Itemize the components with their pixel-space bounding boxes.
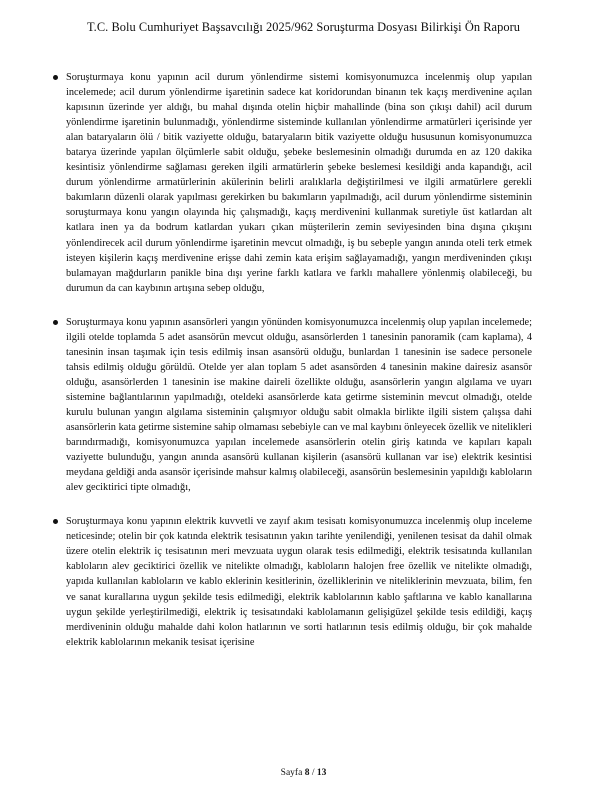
bullet-item bbox=[52, 70, 532, 296]
page-header-title: T.C. Bolu Cumhuriyet Başsavcılığı 2025/962 Soruşturma Dosyası Bilirkişi Ön Raporu bbox=[86, 20, 520, 34]
bullet-icon bbox=[53, 75, 58, 80]
page-number-separator: / bbox=[311, 768, 317, 778]
page-number-label: Sayfa bbox=[280, 768, 305, 778]
page-number-current: 8 bbox=[304, 768, 310, 778]
bullet-paragraph: Soruşturmaya konu yapının asansörleri yangın yönünden komisyonumuzca incelenmiş olup yapılan incelemede; ilgili otelde toplamda 5 adet asansörün mevcut olduğu, asansörlerden 1 tanesinin panoramik (cam kaplama), 4 tanesinin insan taşımak için tesis edilmiş insan asansörü olduğu, bunlardan 1 tanesinin ise sadece personele tahsis edilmiş olduğu görüldü. Otelde yer alan toplam 5 adet asansörden 4 tanesinin makine dairesiz asansör olduğu, asansörlerden 1 tanesinin ise makine daireli özellikte olduğu, asansörlerin yangın algılama ve uyarı sistemine bağlantılarının yapılmadığı, oteldeki asansörlerde kata getirme sisteminin mevcut olmadığı, otelde kurulu bulunan yangın algılama sisteminin çalışmıyor olduğu sabit olmakla birlikte ilgili sistem çalışsa dahi asansörlerin kata getirme sistemine sahip olmaması sebebiyle can ve mal kaybını önleyecek özellik ve nitelikleri barındırmadığı, komisyonumuzca yapılan incelemede asansörlerin otelin giriş katında ve kapıları kapalı vaziyette bulunduğu, yangın anında asansörü kullanan kişilerin (asansörü kullanan var ise) elektrik kesintisi meydana geldiği anda asansör içerisinde mahsur kalmış olabileceği, asansörün beslemesinin yapıldığı kabloların alev geciktirici tipte olmadığı, bbox=[66, 316, 532, 494]
bullet-paragraph: Soruşturmaya konu yapının elektrik kuvvetli ve zayıf akım tesisatı komisyonumuzca incelenmiş olup inceleme neticesinde; otelin bir çok katında elektrik tesisatının yakın tarihte yenilendiği, yenilenen tesisat da dahil olmak üzere otelin elektrik iç tesisatının meri mevzuata uygun olarak tesis edilmediği, elektrik tesisatında kullanılan kabloların alev geciktirici özellik ve nitelikte olmadığı, kabloların halojen free özellik ve nitelikte olmadığı, yapıda kullanılan kabloların ve kablo eklerinin kesitlerinin, özelliklerinin ve niteliklerinin mevzuata, bilim, fen ve sanat kurallarına uygun şekilde tesis edilmediği, elektrik kablolarının kablo şaftlarına ve kablo kanallarına uygun şekilde yerleştirilmediği, elektrik iç tesisatındaki kablolamanın gelişigüzel şekilde tesis edildiği, kaçış merdiveninin olduğu mahalde dahi kolon hatlarının ve sorti hatlarının tesis edilmiş olduğu, bir çok mahalde elektrik kablolarının mekanik tesisat içerisine bbox=[66, 516, 532, 648]
bullet-icon bbox=[53, 519, 58, 524]
bullet-item bbox=[52, 514, 532, 649]
document-body bbox=[52, 70, 532, 669]
bullet-paragraph: Soruşturmaya konu yapının acil durum yönlendirme sistemi komisyonumuzca incelenmiş olup yapılan incelemede; acil durum yönlendirme işaretinin sadece kat koridorundan binanın tek kaçış merdivenine açılan kapısının üzerinde yer aldığı, bu mahal dışında otelin hiçbir mahallinde (bina son çıkışı dahil) acil durum yönlendirme işaretinin bulunmadığı, yönlendirme sisteminde kullanılan yönlendirme armatürleri içerisinde yer alan bataryaların ölü / bitik vaziyette olduğu, bataryaların bitik vaziyette olduğu hususunun komisyonumuzca batarya üzerinde yapılan ölçümlerle sabit olduğu, şebeke beslemesinin olmadığı durumda en az 120 dakika kesintisiz yönlendirme sağlaması gereken ilgili armatürlerin şebeke beslemesi kesildiği anda kapandığı, acil durum yönlendirme armatürlerinin akülerinin belirli aralıklarla değiştirilmesi ve ilgili armatürlere gerekli bakımların düzenli olarak yapılması gerekirken bu bakımların yapılmadığı, acil durum yönlendirme sisteminin soruşturmaya konu yangın olayında hiç çalışmadığı, kaçış merdivenini kullanmak suretiyle üst katlardan alt katlara inen ya da bodrum katlardan yukarı çıkan müşterilerin zemin seviyesinden bina dışına çıkışını yönlendirecek acil durum yönlendirme işaretinin mevcut olmadığı, iş bu sebeple yangın anında oteli terk etmek isteyen kişilerin kaçış merdivenine erişse dahi zemin kata erişim sağlayamadığı, yangın merdiveninden çıkışı bulamayan mağdurların panikle bina dışı yerine farklı katlara ve farklı mahallere yönlenmiş olabileceği, bu durumun da can kaybının artışına sebep olduğu, bbox=[66, 72, 532, 294]
bullet-item bbox=[52, 315, 532, 496]
bullet-icon bbox=[53, 320, 58, 325]
page-number-total: 13 bbox=[316, 768, 327, 778]
page-footer bbox=[0, 768, 607, 778]
